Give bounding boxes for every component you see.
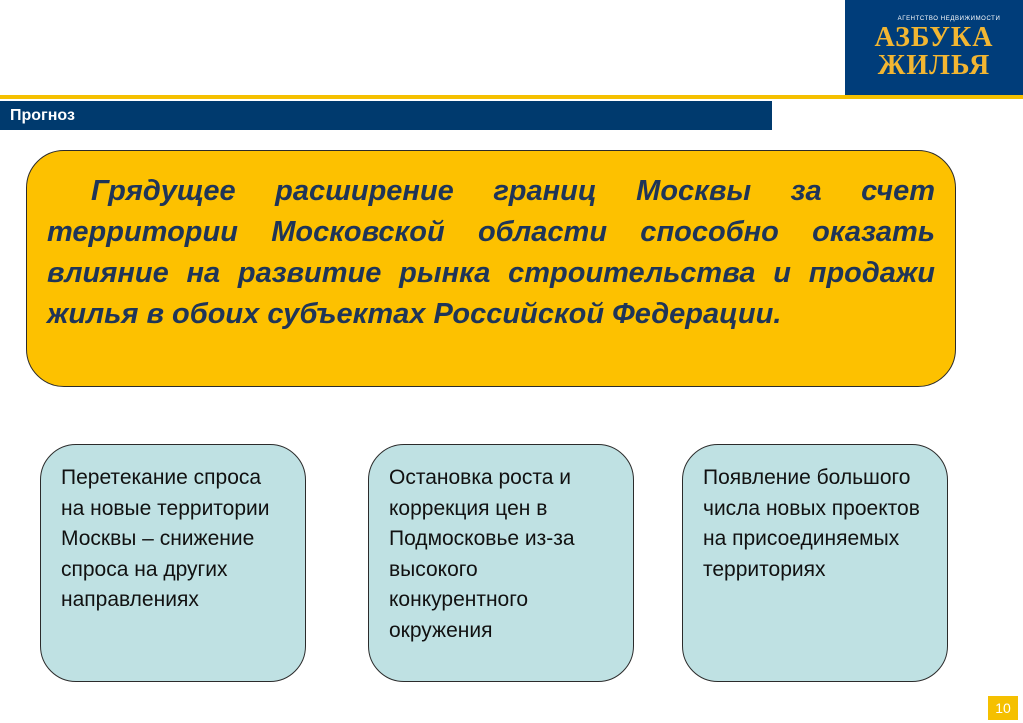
forecast-card-1	[40, 444, 306, 682]
forecast-card-text: Появление большого числа новых проектов на присоединяемых территориях	[703, 466, 920, 581]
section-title: Прогноз	[10, 107, 75, 124]
header-divider	[0, 95, 1023, 99]
logo-agency-label: АГЕНТСТВО НЕДВИЖИМОСТИ	[897, 16, 1001, 22]
logo-line-2: ЖИЛЬЯ	[877, 50, 991, 81]
agency-logo	[845, 0, 1023, 96]
logo-line-1: АЗБУКА	[874, 22, 994, 53]
forecast-card-3	[682, 444, 948, 682]
main-statement-box	[26, 150, 956, 387]
forecast-card-text: Остановка роста и коррекция цен в Подмосковье из-за высокого конкурентного окружения	[389, 466, 575, 642]
section-title-bar	[0, 101, 772, 130]
forecast-card-2	[368, 444, 634, 682]
main-statement-text: Грядущее расширение границ Москвы за счет территории Московской области способно оказать влияние на развитие рынка строительства и продажи жилья в обоих субъектах Российской Федерации.	[47, 175, 935, 330]
page-number: 10	[988, 696, 1018, 720]
forecast-card-text: Перетекание спроса на новые территории Москвы – снижение спроса на других направлениях	[61, 466, 270, 611]
